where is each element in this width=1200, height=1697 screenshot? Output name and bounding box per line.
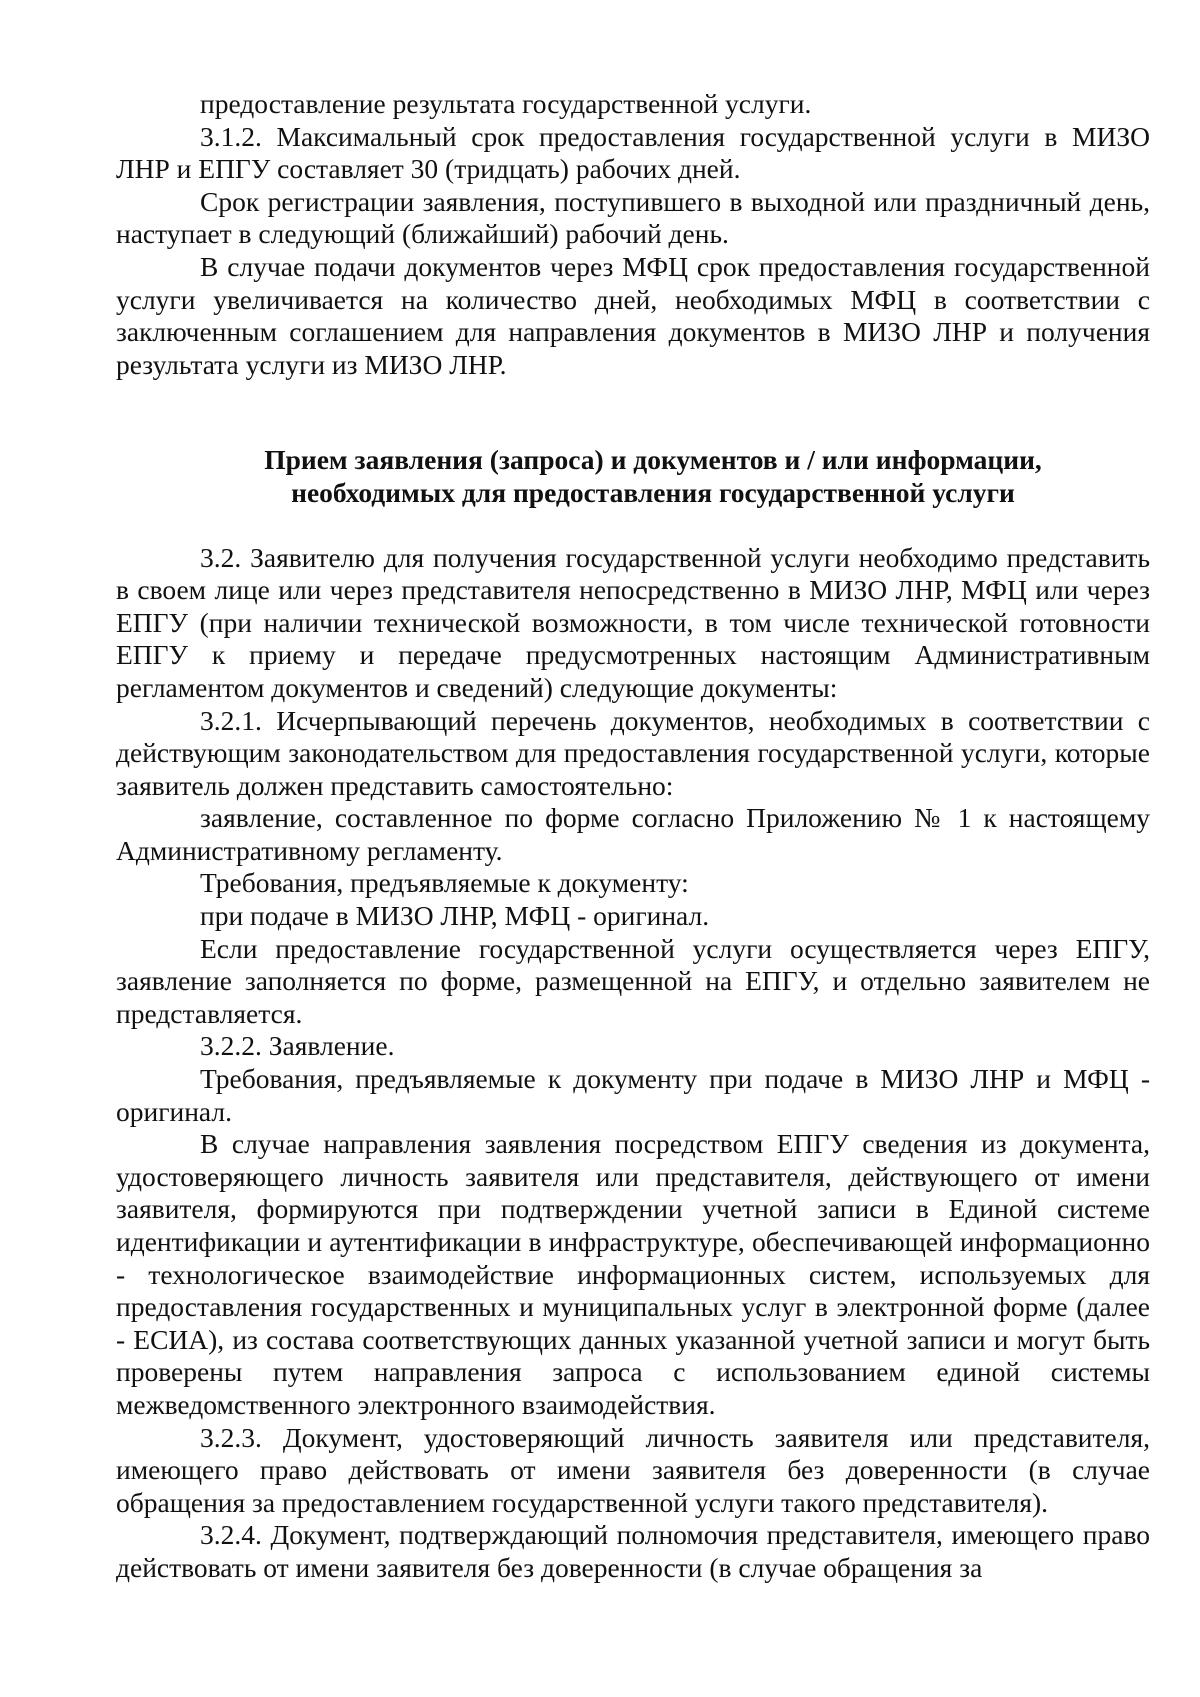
paragraph-application-form: заявление, составленное по форме согласно Приложению № 1 к настоящему Административному регламенту. (116, 802, 1150, 866)
paragraph-3-2-1: 3.2.1. Исчерпывающий перечень документов, необходимых в соответствии с действующим законодательством для предоставления государственной услуги, которые заявитель должен представить самостоятельно: (116, 704, 1150, 801)
paragraph-3-2-4: 3.2.4. Документ, подтверждающий полномочия представителя, имеющего право действовать от имени заявителя без доверенности (в случае обращения за (116, 1519, 1150, 1583)
paragraph-top-0: предоставление результата государственной услуги. (200, 88, 812, 119)
paragraph-epgu: Если предоставление государственной услуги осуществляется через ЕПГУ, заявление заполняется по форме, размещенной на ЕПГУ, и отдельно заявителем не представляется. (116, 932, 1150, 1029)
paragraph-3-2-2: 3.2.2. Заявление. (200, 1030, 395, 1062)
paragraph-requirements: Требования, предъявляемые к документу: (200, 867, 689, 899)
paragraph-3-2: 3.2. Заявителю для получения государственной услуги необходимо представить в своем лице или через представителя непосредственно в МИЗО ЛНР, МФЦ или через ЕПГУ (при наличии технической возможности, в том числе технической готовности ЕПГУ к приему и передаче предусмотренных настоящим Административным регламентом документов и сведений) следующие документы: (116, 541, 1150, 703)
paragraph-esia: В случае направления заявления посредством ЕПГУ сведения из документа, удостоверяющего личность заявителя или представителя, действующего от имени заявителя, формируются при подтверждении учетной записи в Единой системе идентификации и аутентификации в инфраструктуре, обеспечивающей информационно - технологическое взаимодействие информационных систем, используемых для предоставления государственных и муниципальных услуг в электронной форме (далее - ЕСИА), из состава соответствующих данных указанной учетной записи и могут быть проверены путем направления запроса с использованием единой системы межведомственного электронного взаимодействия. (116, 1128, 1150, 1420)
paragraph-top-1: 3.1.2. Максимальный срок предоставления государственной услуги в МИЗО ЛНР и ЕПГУ составляет 30 (тридцать) рабочих дней. (116, 120, 1150, 185)
section-heading-line-1: Прием заявления (запроса) и документов и / или информации, (264, 444, 1042, 476)
document-page (116, 88, 1150, 1585)
paragraph-top-2: Срок регистрации заявления, поступившего в выходной или праздничный день, наступает в следующий (ближайший) рабочий день. (116, 185, 1150, 250)
section-heading (116, 444, 1150, 509)
section-heading-line-2: необходимых для предоставления государственной услуги (291, 476, 1015, 508)
paragraph-top-3: В случае подачи документов через МФЦ срок предоставления государственной услуги увеличивается на количество дней, необходимых МФЦ в соответствии с заключенным соглашением для направления документов в МИЗО ЛНР и получения результата услуги из МИЗО ЛНР. (116, 250, 1150, 380)
paragraph-3-2-3: 3.2.3. Документ, удостоверяющий личность заявителя или представителя, имеющего право действовать от имени заявителя без доверенности (в случае обращения за предоставлением государственной услуги такого представителя). (116, 1421, 1150, 1518)
paragraph-original: при подаче в МИЗО ЛНР, МФЦ - оригинал. (200, 900, 710, 932)
paragraph-requirements-original: Требования, предъявляемые к документу при подаче в МИЗО ЛНР и МФЦ - оригинал. (116, 1063, 1150, 1127)
